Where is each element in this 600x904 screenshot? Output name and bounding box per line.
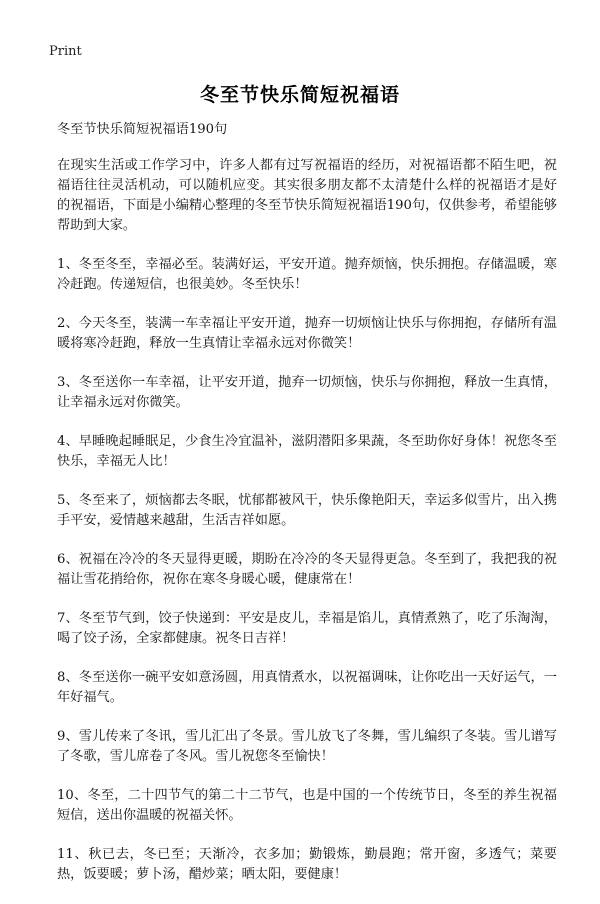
greeting-item-3: 3、冬至送你一车幸福，让平安开道，抛弃一切烦恼，快乐与你拥抱，释放一生真情，让幸福永远对你微笑。	[57, 375, 557, 410]
greeting-item-7: 7、冬至节气到，饺子快递到：平安是皮儿，幸福是馅儿，真情煮熟了，吃了乐淘淘，喝了饺子汤，全家都健康。祝冬日吉祥！	[57, 611, 557, 646]
article-body	[57, 120, 557, 904]
greeting-item-4: 4、早睡晚起睡眠足，少食生冷宜温补，滋阴潜阳多果蔬，冬至助你好身体！祝您冬至快乐，幸福无人比！	[57, 434, 557, 469]
greeting-item-8: 8、冬至送你一碗平安如意汤圆，用真情煮水，以祝福调味，让你吃出一天好运气，一年好福气。	[57, 670, 557, 705]
intro-paragraph: 在现实生活或工作学习中，许多人都有过写祝福语的经历，对祝福语都不陌生吧，祝福语往往灵活机动，可以随机应变。其实很多朋友都不太清楚什么样的祝福语才是好的祝福语，下面是小编精心整理的冬至节快乐简短祝福语190句，仅供参考，希望能够帮助到大家。	[57, 158, 557, 233]
greeting-item-2: 2、今天冬至，装满一车幸福让平安开道，抛弃一切烦恼让快乐与你拥抱，存储所有温暖将寒冷赶跑，释放一生真情让幸福永远对你微笑！	[57, 316, 557, 351]
greeting-item-1: 1、冬至冬至，幸福必至。装满好运，平安开道。抛弃烦恼，快乐拥抱。存储温暖，寒冷赶跑。传递短信，也很美妙。冬至快乐！	[57, 257, 557, 292]
greeting-item-9: 9、雪儿传来了冬讯，雪儿汇出了冬景。雪儿放飞了冬舞，雪儿编织了冬装。雪儿谱写了冬歌，雪儿席卷了冬风。雪儿祝您冬至愉快！	[57, 729, 557, 764]
greeting-item-11: 11、秋已去，冬已至；天渐冷，衣多加；勤锻炼，勤晨跑；常开窗，多透气；菜要热，饭要暖；萝卜汤，醋炒菜；晒太阳，要健康！	[57, 847, 557, 882]
greeting-item-6: 6、祝福在冷冷的冬天显得更暖，期盼在冷冷的冬天显得更急。冬至到了，我把我的祝福让雪花捎给你，祝你在寒冬身暖心暖，健康常在！	[57, 552, 557, 587]
article-subtitle: 冬至节快乐简短祝福语190句	[57, 122, 228, 137]
greeting-item-5: 5、冬至来了，烦恼都去冬眠，忧郁都被风干，快乐像艳阳天，幸运多似雪片，出入携手平安，爱情越来越甜，生活吉祥如愿。	[57, 493, 557, 528]
greeting-item-10: 10、冬至，二十四节气的第二十二节气，也是中国的一个传统节日，冬至的养生祝福短信，送出你温暖的祝福关怀。	[57, 788, 557, 823]
page-title: 冬至节快乐简短祝福语	[199, 84, 400, 106]
print-link[interactable]: Print	[49, 44, 82, 59]
